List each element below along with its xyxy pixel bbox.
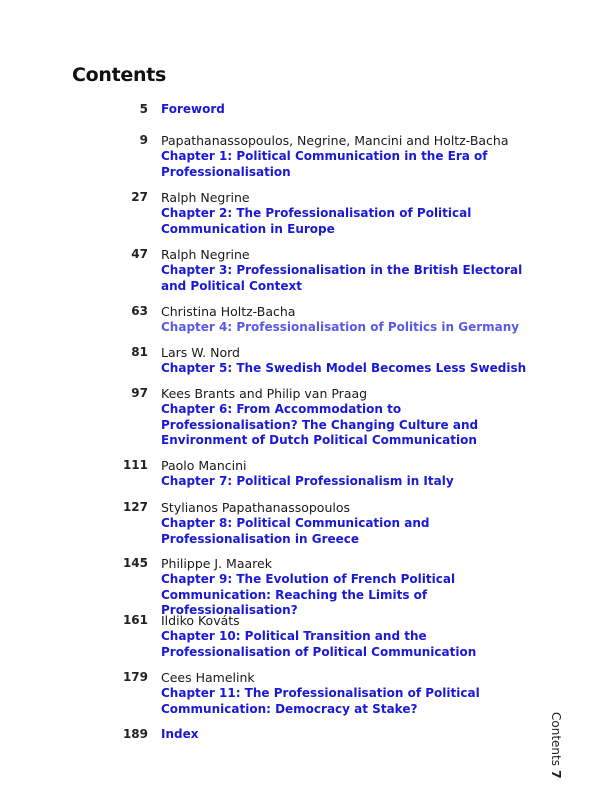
page-number: 9 (139, 133, 148, 147)
chapter-link-2[interactable]: Chapter 2: The Professionalisation of Political Communication in Europe (161, 206, 472, 236)
author-name: Kees Brants and Philip van Praag (161, 386, 368, 401)
author-name: Lars W. Nord (161, 345, 240, 360)
chapter-link-4[interactable]: Chapter 4: Professionalisation of Politics in Germany (161, 320, 520, 334)
chapter-link-1[interactable]: Chapter 1: Political Communication in the Era of Professionalisation (161, 149, 488, 179)
page-number: 127 (122, 500, 148, 514)
author-name: Paolo Mancini (161, 458, 247, 473)
page-number: 81 (131, 345, 148, 359)
author-name: Ildiko Kováts (161, 613, 240, 628)
chapter-link-9[interactable]: Chapter 9: The Evolution of French Political Communication: Reaching the Limits of Professionalisation? (161, 572, 456, 617)
page-number: 111 (122, 458, 148, 472)
author-name: Ralph Negrine (161, 190, 250, 205)
page-number: 145 (122, 556, 148, 570)
page-title: Contents (72, 64, 167, 86)
running-footer (549, 712, 580, 779)
page-number: 161 (122, 613, 148, 627)
chapter-link-10[interactable]: Chapter 10: Political Transition and the Professionalisation of Political Communication (161, 629, 477, 659)
author-name: Stylianos Papathanassopoulos (161, 500, 351, 515)
page-number: 97 (131, 386, 148, 400)
page-number: 27 (131, 190, 148, 204)
running-footer-label: Contents (549, 712, 563, 766)
page-number: 189 (122, 727, 148, 741)
page-number: 179 (122, 670, 148, 684)
author-name: Cees Hamelink (161, 670, 255, 685)
author-name: Philippe J. Maarek (161, 556, 272, 571)
author-name: Papathanassopoulos, Negrine, Mancini and Holtz-Bacha (161, 133, 509, 148)
chapter-link-foreword[interactable]: Foreword (161, 102, 225, 116)
page-number: 5 (139, 102, 148, 116)
author-name: Christina Holtz-Bacha (161, 304, 296, 319)
chapter-link-8[interactable]: Chapter 8: Political Communication and Professionalisation in Greece (161, 516, 430, 546)
chapter-link-6[interactable]: Chapter 6: From Accommodation to Professionalisation? The Changing Culture and Environment of Dutch Political Communication (161, 402, 479, 447)
author-name: Ralph Negrine (161, 247, 250, 262)
page-number: 47 (131, 247, 148, 261)
chapter-link-7[interactable]: Chapter 7: Political Professionalism in Italy (161, 474, 454, 488)
chapter-link-3[interactable]: Chapter 3: Professionalisation in the British Electoral and Political Context (161, 263, 523, 293)
chapter-link-11[interactable]: Chapter 11: The Professionalisation of Political Communication: Democracy at Stake? (161, 686, 480, 716)
running-footer-page-number: 7 (549, 769, 564, 779)
chapter-link-5[interactable]: Chapter 5: The Swedish Model Becomes Less Swedish (161, 361, 527, 375)
page-number: 63 (131, 304, 148, 318)
chapter-link-index[interactable]: Index (161, 727, 199, 741)
